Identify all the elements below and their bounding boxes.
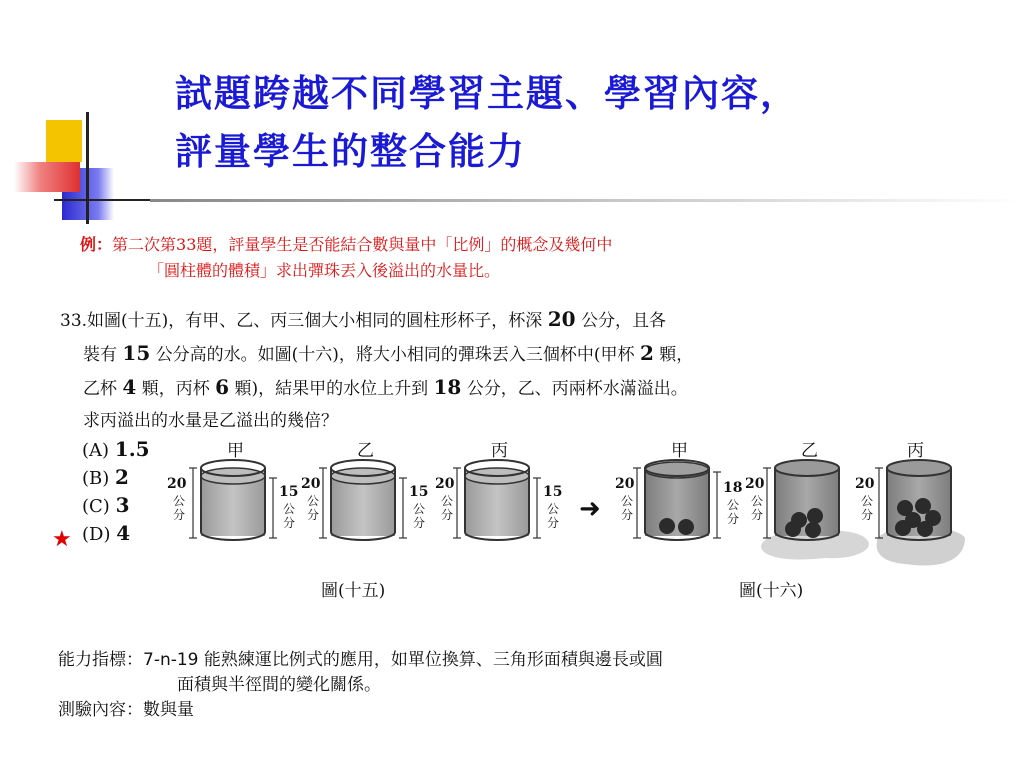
unit-label: 公分 [307,494,320,522]
unit-label: 公分 [173,494,186,522]
unit-label: 公分 [547,502,560,530]
fig15-label-yi: 乙 [357,441,374,461]
answer-options [82,436,150,548]
caption-figure-15: 圖(十五) [321,581,386,601]
example-line-1: 第二次第33題，評量學生是否能結合數與量中「比例」的概念及幾何中 [112,235,613,254]
fig16-label-yi: 乙 [801,441,818,461]
water15-label: 15 [279,484,299,500]
fig15-cup-1 [201,460,265,540]
ability-indicator [58,648,663,723]
depth-label: 20 [855,476,875,492]
indicator-line-3: 測驗內容：數與量 [58,700,194,720]
water15-label: 15 [543,484,563,500]
unit-label: 公分 [727,498,740,526]
unit-label: 公分 [413,502,426,530]
question-line-1: 33.如圖(十五)，有甲、乙、丙三個大小相同的圓柱形杯子，杯深 20 公分，且各 [60,307,666,331]
fig15-cup-2 [331,460,395,540]
depth-label: 20 [301,476,321,492]
unit-label: 公分 [621,494,634,522]
fig15-cup-3 [465,460,529,540]
right-arrow-icon: ➜ [579,494,601,524]
example-note [80,232,980,284]
slide-title [175,64,1020,180]
question-line-3: 乙杯 4 顆，丙杯 6 顆)，結果甲的水位上升到 18 公分，乙、丙兩杯水滿溢出。 [83,375,688,399]
depth-label: 20 [435,476,455,492]
unit-label: 公分 [861,494,874,522]
example-label: 例： [80,235,113,254]
cup-figure [165,434,965,604]
question-line-2: 裝有 15 公分高的水。如圖(十六)，將大小相同的彈珠丟入三個杯中(甲杯 2 顆， [83,341,694,365]
caption-figure-16: 圖(十六) [739,581,804,601]
unit-label: 公分 [751,494,764,522]
option-d: (D) 4 [82,521,131,545]
title-line-2: 評量學生的整合能力 [175,129,526,173]
slide-emblem [0,0,150,230]
question-line-4: 求丙溢出的水量是乙溢出的幾倍？ [83,411,338,431]
water15-label: 15 [409,484,429,500]
indicator-line-2: 面積與半徑間的變化關係。 [177,675,381,695]
emblem-horizontal-line [54,199,150,201]
option-b: (B) 2 [82,465,129,489]
depth-label: 20 [167,476,187,492]
option-a: (A) 1.5 [82,437,150,461]
question-text [60,303,900,437]
emblem-red-bar [14,162,80,192]
depth-label: 20 [745,476,765,492]
water16-label: 18 [723,480,743,496]
emblem-yellow-square [46,120,82,162]
fig16-label-jia: 甲 [671,441,688,461]
title-divider [150,199,1024,202]
example-line-2: 「圓柱體的體積」求出彈珠丟入後溢出的水量比。 [148,261,501,280]
emblem-vertical-line [86,112,89,224]
title-line-1: 試題跨越不同學習主題、學習內容， [175,71,799,115]
indicator-line-1: 能力指標：7-n-19 能熟練運比例式的應用，如單位換算、三角形面積與邊長或圓 [58,650,663,670]
fig16-cup-1 [645,460,709,540]
fig16-cup-2 [761,460,869,560]
fig16-cup-3 [877,460,965,566]
correct-answer-star-icon: ★ [52,527,72,552]
unit-label: 公分 [441,494,454,522]
fig15-label-bing: 丙 [491,441,508,461]
option-c: (C) 3 [82,493,130,517]
fig15-label-jia: 甲 [227,441,244,461]
depth-label: 20 [615,476,635,492]
unit-label: 公分 [283,502,296,530]
fig16-label-bing: 丙 [907,441,924,461]
